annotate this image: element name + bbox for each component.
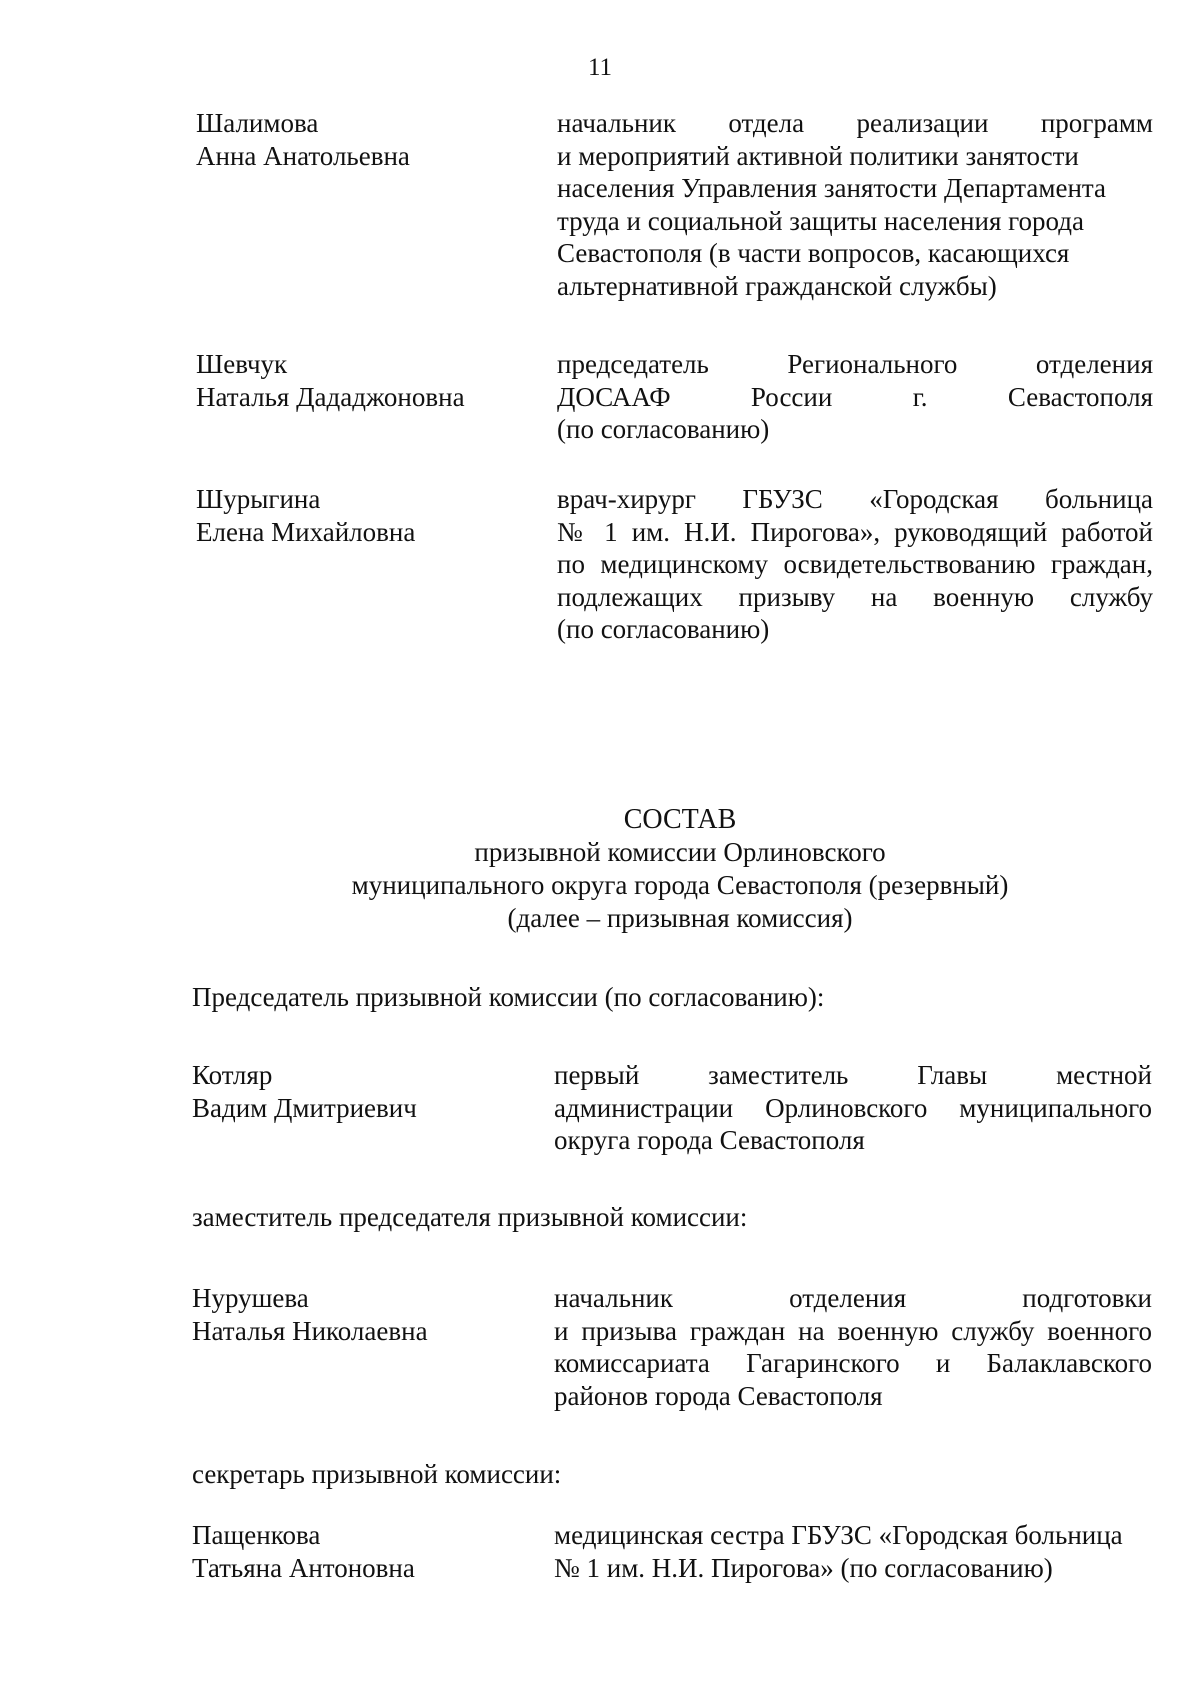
member-name xyxy=(192,1282,428,1347)
member-given-names: Татьяна Антоновна xyxy=(192,1552,415,1583)
position-line: населения Управления занятости Департамента xyxy=(557,173,1107,203)
page-number: 11 xyxy=(587,54,613,81)
member-name xyxy=(196,483,415,548)
position-line: районов города Севастополя xyxy=(554,1380,883,1411)
member-surname: Шевчук xyxy=(196,349,288,379)
member-given-names: Наталья Николаевна xyxy=(192,1315,428,1346)
member-given-names: Анна Анатольевна xyxy=(196,140,410,171)
position-line: первый заместитель Главы местной xyxy=(554,1060,1152,1090)
position-line: по медицинскому освидетельствованию граждан, xyxy=(557,549,1153,579)
member-given-names: Наталья Дададжоновна xyxy=(196,381,465,412)
position-line: медицинская сестра ГБУЗС «Городская больница xyxy=(554,1520,1123,1550)
member-entry xyxy=(192,1059,1152,1155)
member-surname: Шалимова xyxy=(196,108,319,138)
member-name xyxy=(192,1059,417,1124)
position-line: альтернативной гражданской службы) xyxy=(557,270,997,301)
member-position xyxy=(557,348,1153,446)
section-subtitle-line: призывной комиссии Орлиновского xyxy=(474,837,886,867)
role-label: секретарь призывной комиссии: xyxy=(192,1459,562,1489)
member-given-names: Вадим Дмитриевич xyxy=(192,1092,417,1123)
member-position xyxy=(554,1059,1152,1157)
position-line: и мероприятий активной политики занятости xyxy=(557,140,1079,171)
member-name xyxy=(196,348,465,413)
position-line: ДОСААФ России г. Севастополя xyxy=(557,381,1153,412)
position-line: начальник отделения подготовки xyxy=(554,1283,1152,1313)
section-subtitle-line: муниципального округа города Севастополя (резервный) xyxy=(351,870,1009,900)
position-line: Севастополя (в части вопросов, касающихся xyxy=(557,238,1070,268)
position-line: № 1 им. Н.И. Пирогова», руководящий работой xyxy=(557,516,1153,547)
member-name xyxy=(192,1519,415,1584)
position-line: председатель Регионального отделения xyxy=(557,349,1153,379)
position-line: начальник отдела реализации программ xyxy=(557,108,1153,138)
position-line: (по согласованию) xyxy=(557,614,770,644)
member-surname: Нурушева xyxy=(192,1283,309,1313)
member-given-names: Елена Михайловна xyxy=(196,516,416,547)
position-line: труда и социальной защиты населения города xyxy=(557,205,1084,236)
member-entry xyxy=(192,1519,1123,1584)
role-label: заместитель председателя призывной комиссии: xyxy=(192,1202,748,1232)
role-label: Председатель призывной комиссии (по согласованию): xyxy=(192,982,825,1012)
member-surname: Котляр xyxy=(192,1060,273,1090)
section-title: СОСТАВ xyxy=(623,804,737,835)
member-name xyxy=(196,107,410,172)
member-surname: Шурыгина xyxy=(196,484,321,514)
position-line: (по согласованию) xyxy=(557,414,770,444)
position-line: № 1 им. Н.И. Пирогова» (по согласованию) xyxy=(554,1552,1053,1583)
member-position xyxy=(557,107,1153,302)
member-entry xyxy=(196,483,1153,644)
member-surname: Пащенкова xyxy=(192,1520,321,1550)
position-line: округа города Севастополя xyxy=(554,1125,865,1155)
position-line: подлежащих призыву на военную службу xyxy=(557,581,1153,612)
position-line: комиссариата Гагаринского и Балаклавского xyxy=(554,1348,1152,1378)
position-line: и призыва граждан на военную службу военного xyxy=(554,1315,1152,1346)
member-position xyxy=(554,1519,1152,1584)
member-position xyxy=(554,1282,1152,1412)
section-subtitle-line: (далее – призывная комиссия) xyxy=(507,903,853,933)
member-entry xyxy=(192,1282,1152,1411)
position-line: врач-хирург ГБУЗС «Городская больница xyxy=(557,484,1153,514)
member-entry xyxy=(196,107,1153,301)
position-line: администрации Орлиновского муниципального xyxy=(554,1092,1152,1123)
section-heading xyxy=(0,803,1200,935)
member-position xyxy=(557,483,1153,646)
member-entry xyxy=(196,348,1153,444)
